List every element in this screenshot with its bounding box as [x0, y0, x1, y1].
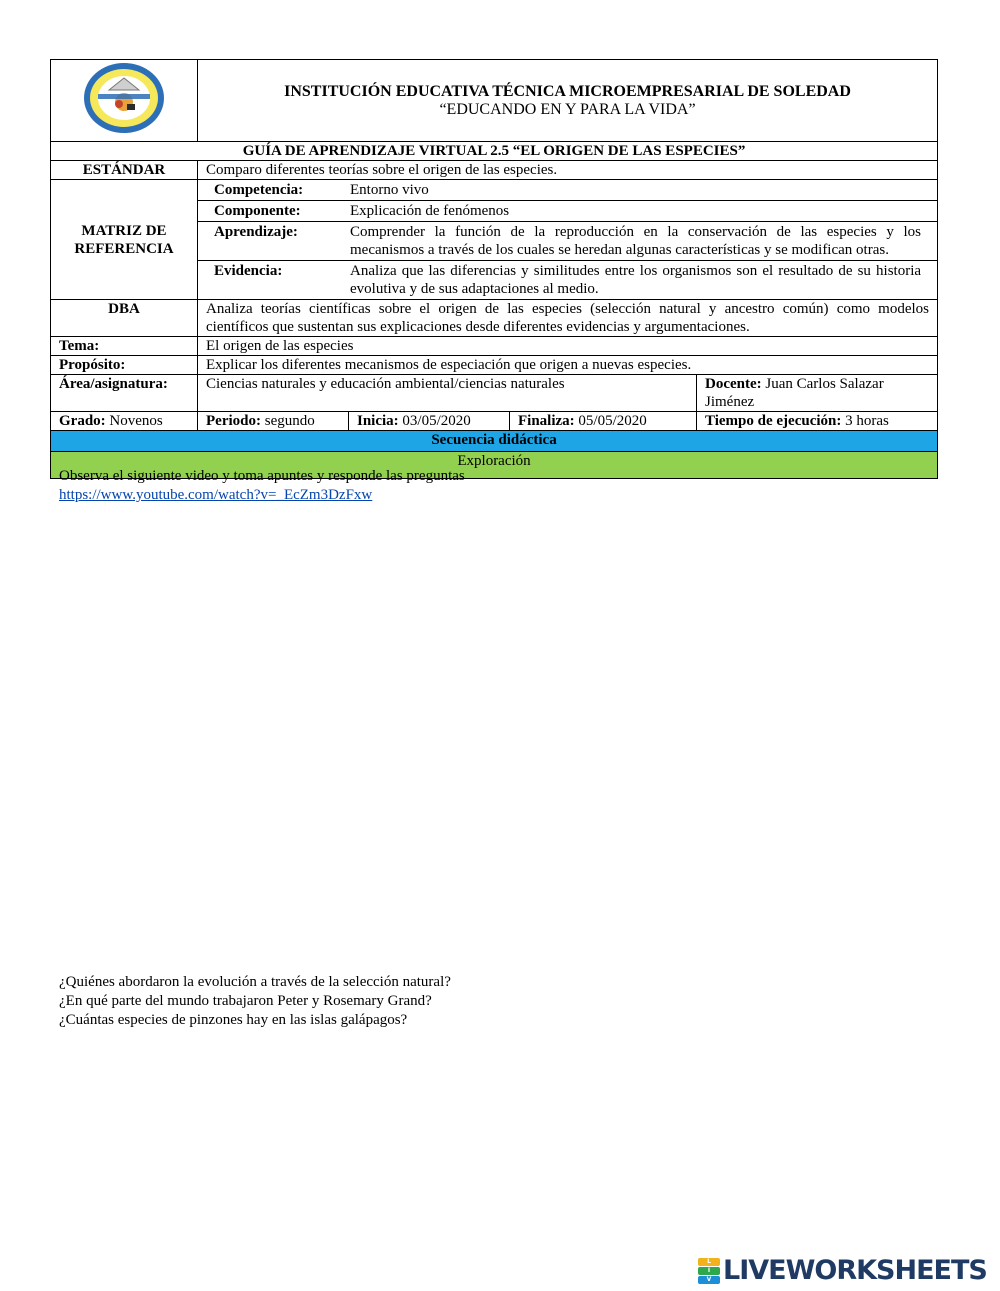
liveworksheets-logo-icon [698, 1258, 720, 1284]
proposito-value: Explicar los diferentes mecanismos de especiación que origen a nuevas especies. [198, 356, 938, 375]
estandar-value: Comparo diferentes teorías sobre el origen de las especies. [198, 161, 938, 180]
docente-cell [697, 375, 938, 412]
logo-cell [51, 60, 198, 142]
matriz-label: MATRIZ DE REFERENCIA [51, 180, 198, 300]
docente-value: Juan Carlos Salazar Jiménez [705, 376, 884, 410]
question-1: ¿Quiénes abordaron la evolución a través de la selección natural? [59, 974, 451, 990]
proposito-label: Propósito: [51, 356, 198, 375]
finaliza-cell [510, 412, 697, 431]
inicia-cell [349, 412, 510, 431]
area-value: Ciencias naturales y educación ambiental/ciencias naturales [198, 375, 697, 412]
dba-label: DBA [51, 300, 198, 337]
exploracion-banner: Exploración [51, 452, 938, 479]
institution-header [198, 60, 938, 142]
finaliza-value: 05/05/2020 [578, 413, 647, 429]
evidencia-value: Analiza que las diferencias y similitudes entre los organismos son el resultado de su historia evolutiva y de sus adaptaciones al medio. [350, 263, 922, 297]
badge-letter: L [698, 1258, 720, 1266]
tema-value: El origen de las especies [198, 337, 938, 356]
school-logo-icon [81, 60, 167, 136]
institution-name: INSTITUCIÓN EDUCATIVA TÉCNICA MICROEMPRESARIAL DE SOLEDAD [284, 82, 851, 100]
liveworksheets-watermark [698, 1255, 987, 1286]
question-3: ¿Cuántas especies de pinzones hay en las islas galápagos? [59, 1012, 408, 1028]
liveworksheets-text: LIVEWORKSHEETS [723, 1255, 987, 1286]
grado-value: Novenos [109, 413, 163, 429]
video-link[interactable]: https://www.youtube.com/watch?v=_EcZm3DzFxw [59, 487, 373, 503]
inicia-value: 03/05/2020 [402, 413, 471, 429]
aprendizaje-value: Comprender la función de la reproducción en la conservación de las especies y los mecanismos a través de los cuales se heredan algunas características y se modifican otras. [350, 224, 922, 258]
inicia-label: Inicia: [357, 413, 399, 429]
guide-title: GUÍA DE APRENDIZAJE VIRTUAL 2.5 “EL ORIGEN DE LAS ESPECIES” [51, 142, 938, 161]
competencia-value: Entorno vivo [350, 182, 429, 198]
dba-value: Analiza teorías científicas sobre el origen de las especies (selección natural y ancestro común) como modelos científicos que sustentan sus explicaciones desde diferentes evidencias y argumentaciones. [198, 300, 938, 337]
estandar-label: ESTÁNDAR [51, 161, 198, 180]
badge-letter: V [698, 1276, 720, 1284]
docente-label: Docente: [705, 376, 762, 392]
matriz-content [198, 180, 938, 300]
componente-label: Componente: [214, 203, 301, 219]
institution-motto: “EDUCANDO EN Y PARA LA VIDA” [439, 100, 696, 118]
aprendizaje-label: Aprendizaje: [214, 224, 298, 240]
instruction-text: Observa el siguiente video y toma apuntes y responde las preguntas [59, 468, 465, 484]
periodo-label: Periodo: [206, 413, 261, 429]
guide-table [50, 59, 938, 479]
area-label: Área/asignatura: [51, 375, 198, 412]
evidencia-label: Evidencia: [214, 263, 283, 279]
periodo-value: segundo [264, 413, 315, 429]
badge-letter: I [698, 1267, 720, 1275]
tiempo-cell [697, 412, 938, 431]
question-2: ¿En qué parte del mundo trabajaron Peter y Rosemary Grand? [59, 993, 432, 1009]
grado-label: Grado: [59, 413, 106, 429]
tiempo-label: Tiempo de ejecución: [705, 413, 842, 429]
grado-cell [51, 412, 198, 431]
finaliza-label: Finaliza: [518, 413, 575, 429]
competencia-label: Competencia: [214, 182, 304, 198]
video-placeholder[interactable] [59, 510, 599, 960]
periodo-cell [198, 412, 349, 431]
componente-value: Explicación de fenómenos [350, 203, 510, 219]
tema-label: Tema: [51, 337, 198, 356]
tiempo-value: 3 horas [845, 413, 889, 429]
secuencia-banner: Secuencia didáctica [51, 431, 938, 452]
